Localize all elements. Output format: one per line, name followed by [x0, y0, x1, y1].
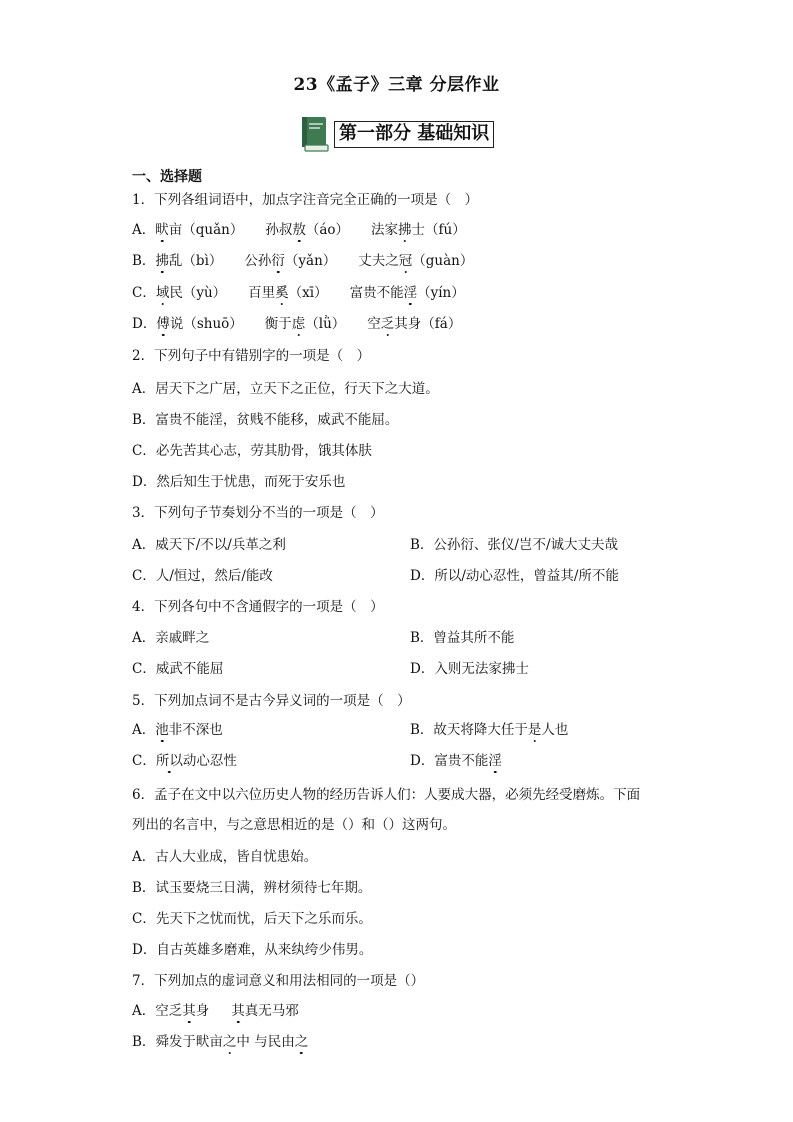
question-3-option-b: B．公孙衍、张仪/岂不/诚大丈夫哉 — [410, 537, 619, 553]
question-5-option-a: A．池非不深也 — [132, 722, 223, 738]
section-heading: 一、选择题 — [132, 169, 202, 185]
question-1-stem: 1．下列各组词语中，加点字注音完全正确的一项是（ ） — [132, 192, 479, 208]
book-icon — [300, 116, 330, 152]
question-6-stem-line-1: 6．孟子在文中以六位历史人物的经历告诉人们：人要成大器，必须先经受磨炼。下面 — [132, 787, 641, 803]
question-1-option-b: B．拂乱（bì） 公孙衍（yǎn） 丈夫之冠（guàn） — [132, 253, 474, 269]
question-1-option-a: A．畎亩（quǎn） 孙叔敖（áo） 法家拂士（fú） — [132, 222, 466, 238]
question-2-option-a: A．居天下之广居，立天下之正位，行天下之大道。 — [132, 381, 439, 397]
part-label: 第一部分 基础知识 — [334, 121, 494, 148]
question-3-stem: 3．下列句子节奏划分不当的一项是（ ） — [132, 505, 384, 521]
page-title: 23《孟子》三章 分层作业 — [293, 75, 500, 95]
question-6-stem-line-2: 列出的名言中，与之意思相近的是（）和（）这两句。 — [132, 817, 456, 833]
question-3-option-a: A．威天下/不以/兵革之利 — [132, 537, 286, 553]
question-5-option-b: B．故天将降大任于是人也 — [410, 722, 569, 738]
question-1-option-c: C．域民（yù） 百里奚（xī） 富贵不能淫（yín） — [132, 285, 465, 301]
question-6-option-a: A．古人大业成，皆自忧患始。 — [132, 849, 318, 865]
part-header — [300, 116, 494, 152]
question-6-option-b: B．试玉要烧三日满，辨材须待七年期。 — [132, 880, 372, 896]
question-3-option-d: D．所以/动心忍性，曾益其/所不能 — [410, 568, 619, 584]
question-2-option-c: C．必先苦其心志，劳其肋骨，饿其体肤 — [132, 443, 372, 459]
question-2-option-d: D．然后知生于忧患，而死于安乐也 — [132, 474, 346, 490]
question-6-option-d: D．自古英雄多磨难，从来纨绔少伟男。 — [132, 942, 373, 958]
question-5-stem: 5．下列加点词不是古今异义词的一项是（ ） — [132, 693, 411, 709]
question-7-option-a: A．空乏其身 其真无马邪 — [132, 1003, 299, 1019]
question-4-option-b: B．曾益其所不能 — [410, 630, 515, 646]
question-5-option-d: D．富贵不能淫 — [410, 753, 502, 769]
question-2-option-b: B．富贵不能淫，贫贱不能移，威武不能屈。 — [132, 412, 399, 428]
question-3-option-c: C．人/恒过，然后/能改 — [132, 568, 273, 584]
question-4-option-a: A．亲戚畔之 — [132, 630, 210, 646]
question-7-option-b: B．舜发于畎亩之中 与民由之 — [132, 1034, 309, 1050]
question-6-option-c: C．先天下之忧而忧，后天下之乐而乐。 — [132, 911, 372, 927]
question-4-option-d: D．入则无法家拂士 — [410, 661, 529, 677]
question-1-option-d: D．傅说（shuō） 衡于虑（lǜ） 空乏其身（fá） — [132, 316, 462, 332]
question-7-stem: 7．下列加点的虚词意义和用法相同的一项是（） — [132, 973, 425, 989]
question-2-stem: 2．下列句子中有错别字的一项是（ ） — [132, 348, 371, 364]
question-5-option-c: C．所以动心忍性 — [132, 753, 237, 769]
question-4-stem: 4．下列各句中不含通假字的一项是（ ） — [132, 599, 384, 615]
question-4-option-c: C．威武不能屈 — [132, 661, 224, 677]
